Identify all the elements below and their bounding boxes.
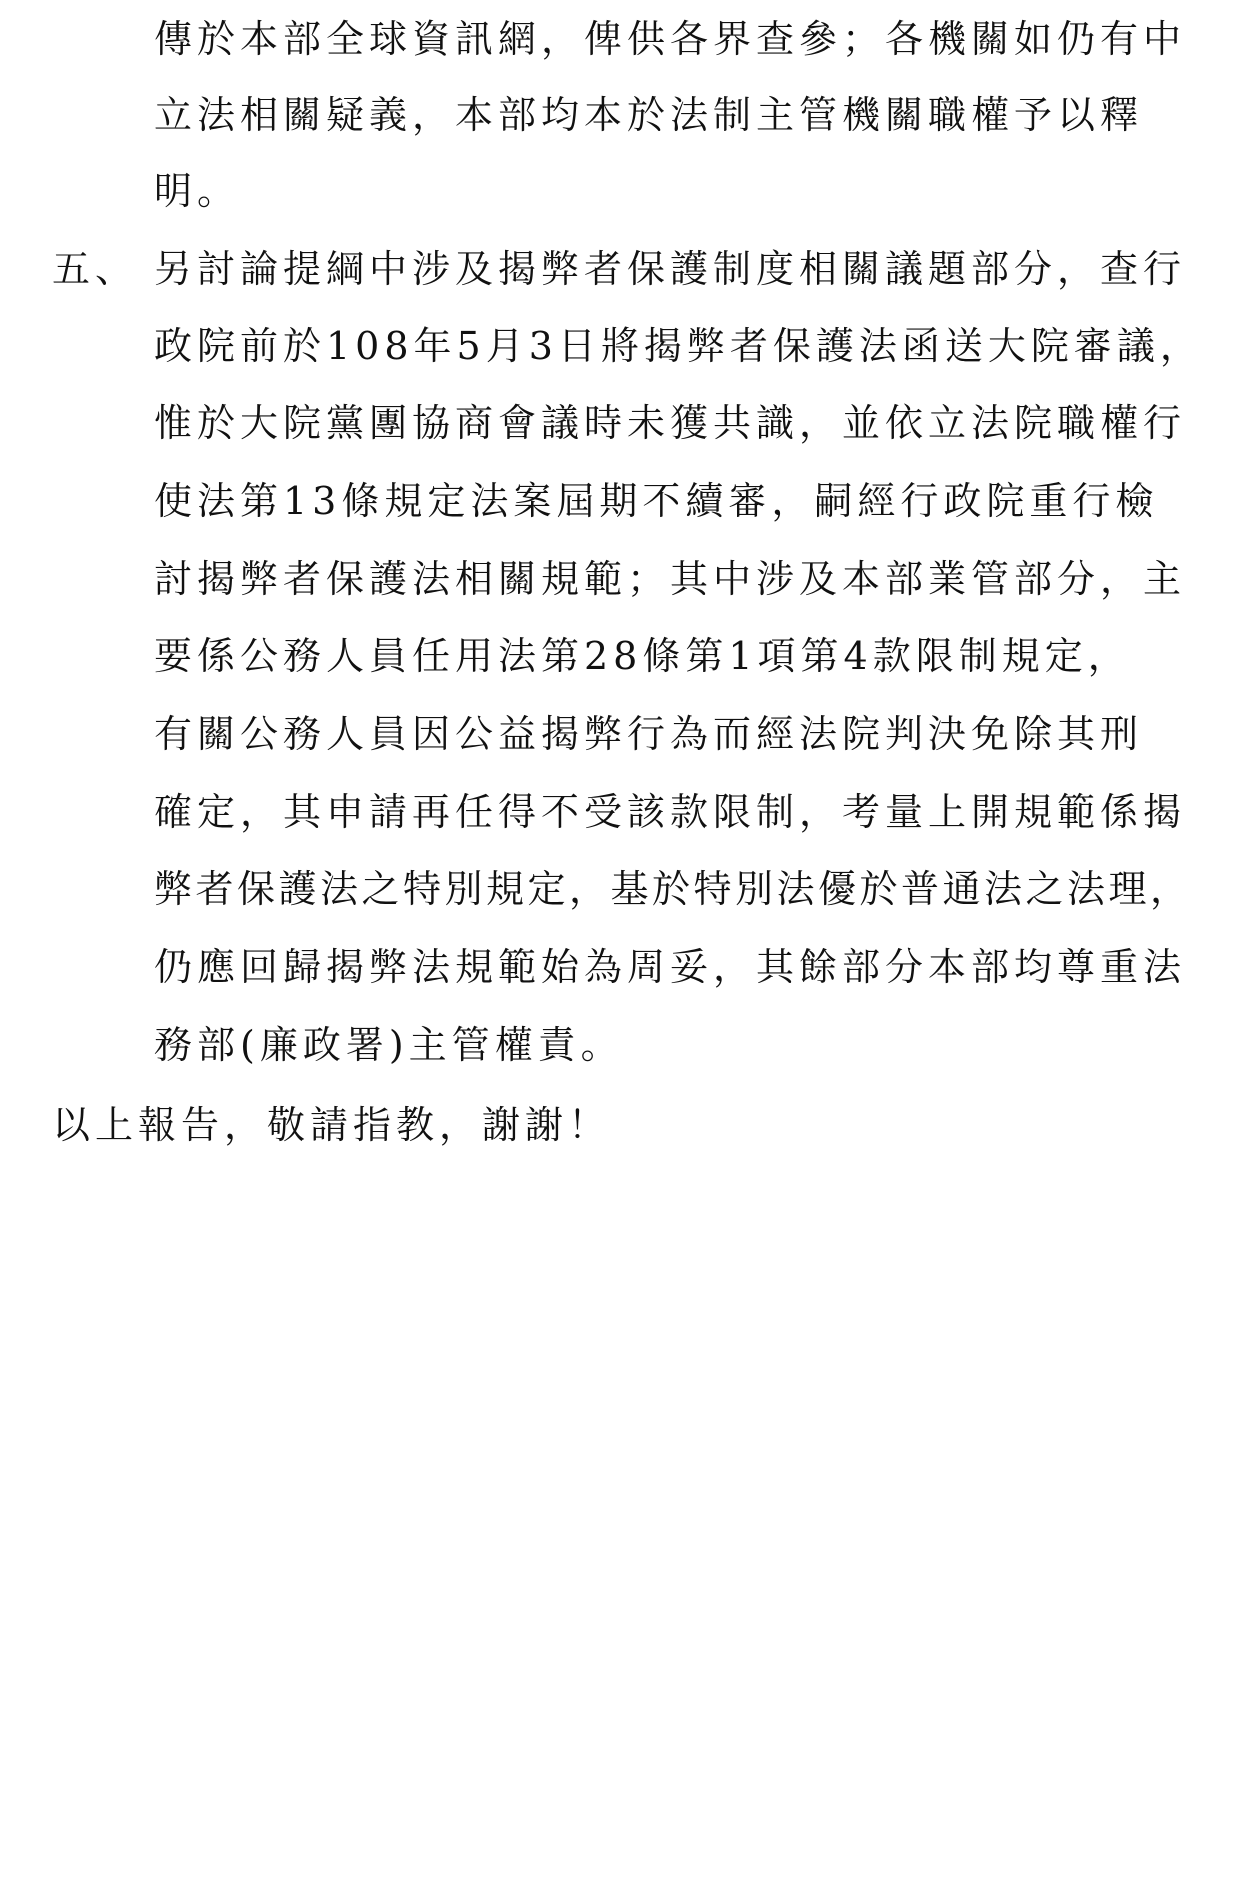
paragraph-line: 另討論提綱中涉及揭弊者保護制度相關議題部分，查行 bbox=[154, 247, 1187, 291]
paragraph-line: 確定，其申請再任得不受該款限制，考量上開規範係揭 bbox=[154, 790, 1187, 834]
paragraph-line: 使法第13條規定法案屆期不續審，嗣經行政院重行檢 bbox=[154, 479, 1159, 523]
paragraph-line: 要係公務人員任用法第28條第1項第4款限制規定， bbox=[154, 634, 1131, 678]
paragraph-line: 弊者保護法之特別規定，基於特別法優於普通法之法理， bbox=[154, 867, 1192, 911]
paragraph-line: 立法相關疑義，本部均本於法制主管機關職權予以釋 bbox=[154, 93, 1144, 137]
paragraph-line: 政院前於108年5月3日將揭弊者保護法函送大院審議， bbox=[154, 324, 1203, 368]
section-number: 五、 bbox=[52, 247, 139, 291]
paragraph-line: 討揭弊者保護法相關規範；其中涉及本部業管部分，主 bbox=[154, 557, 1187, 601]
paragraph-line: 明。 bbox=[154, 169, 241, 213]
paragraph-line: 傳於本部全球資訊網，俾供各界查參；各機關如仍有中 bbox=[154, 17, 1187, 61]
paragraph-line: 惟於大院黨團協商會議時未獲共識，並依立法院職權行 bbox=[154, 401, 1187, 445]
paragraph-line: 務部(廉政署)主管權責。 bbox=[154, 1023, 624, 1067]
closing-remark: 以上報告，敬請指教，謝謝！ bbox=[52, 1103, 612, 1147]
paragraph-line: 仍應回歸揭弊法規範始為周妥，其餘部分本部均尊重法 bbox=[154, 945, 1187, 989]
paragraph-line: 有關公務人員因公益揭弊行為而經法院判決免除其刑 bbox=[154, 712, 1144, 756]
